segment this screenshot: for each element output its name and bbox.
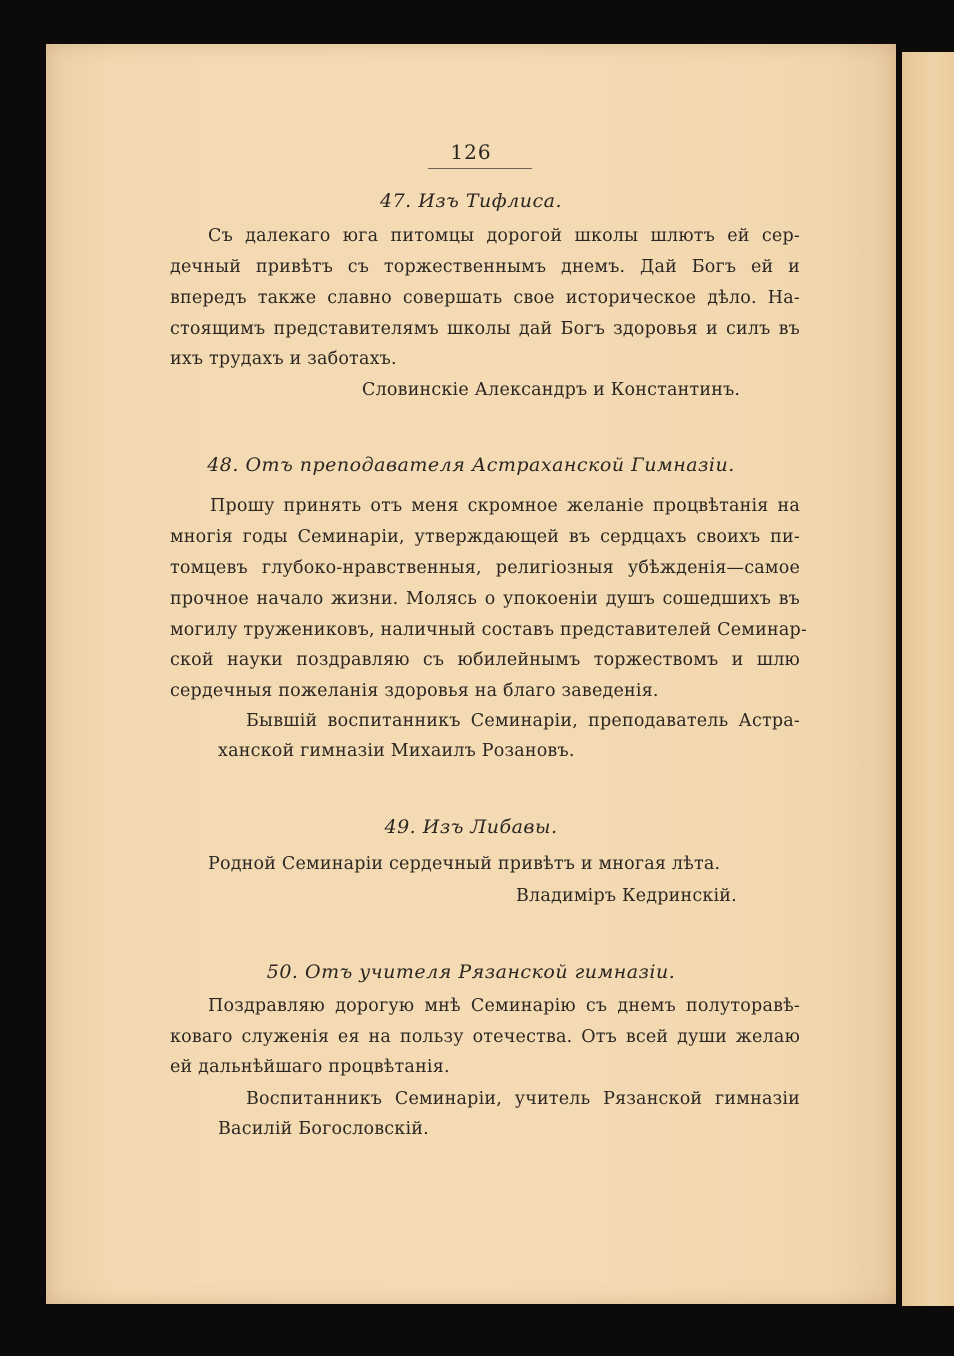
text-line: прочное начало жизни. Молясь о упокоеніи душъ сошедшихъ въ (170, 589, 800, 609)
text-line: коваго служенія ея на пользу отечества. Отъ всей души желаю (170, 1027, 800, 1047)
section-heading: 48. Отъ преподавателя Астраханской Гимназіи. (207, 454, 735, 476)
section-heading: 47. Изъ Тифлиса. (379, 190, 562, 212)
text-line: томцевъ глубоко-нравственныя, религіозныя убѣжденія—самое (170, 558, 800, 578)
text-line: могилу тружениковъ, наличный составъ представителей Семинар- (170, 620, 807, 640)
text-line: Прошу принять отъ меня скромное желаніе процвѣтанія на (210, 496, 800, 516)
text-line: стоящимъ представителямъ школы дай Богъ здоровья и силъ въ (170, 319, 800, 339)
text-line: Поздравляю дорогую мнѣ Семинарію съ днемъ полуторавѣ- (208, 996, 800, 1016)
section-heading: 49. Изъ Либавы. (384, 816, 558, 838)
text-line: ихъ трудахъ и заботахъ. (170, 349, 397, 369)
signature: ханской гимназіи Михаилъ Розановъ. (218, 741, 575, 761)
signature: Бывшій воспитанникъ Семинаріи, преподаватель Астра- (246, 711, 800, 731)
signature: Словинскіе Александръ и Константинъ. (362, 380, 741, 400)
page-number-rule (428, 168, 532, 169)
text-line: многія годы Семинаріи, утверждающей въ сердцахъ своихъ пи- (170, 527, 800, 547)
text-line: Родной Семинаріи сердечный привѣтъ и многая лѣта. (208, 854, 721, 874)
text-line: ской науки поздравляю съ юбилейнымъ торжествомъ и шлю (170, 650, 800, 670)
text-line: Съ далекаго юга питомцы дорогой школы шлютъ ей сер- (208, 226, 800, 246)
text-line: дечный привѣтъ съ торжественнымъ днемъ. Дай Богъ ей и (170, 257, 800, 277)
page-number: 126 (450, 140, 492, 164)
book-page (46, 44, 896, 1304)
text-line: впередъ также славно совершать свое историческое дѣло. На- (170, 288, 800, 308)
section-heading: 50. Отъ учителя Рязанской гимназіи. (266, 961, 676, 983)
adjacent-page-edge (902, 52, 954, 1306)
text-line: сердечныя пожеланія здоровья на благо заведенія. (170, 681, 659, 701)
signature: Василій Богословскій. (218, 1119, 429, 1139)
text-line: ей дальнѣйшаго процвѣтанія. (170, 1057, 450, 1077)
signature: Воспитанникъ Семинаріи, учитель Рязанской гимназіи (246, 1089, 800, 1109)
signature: Владиміръ Кедринскій. (516, 886, 737, 906)
